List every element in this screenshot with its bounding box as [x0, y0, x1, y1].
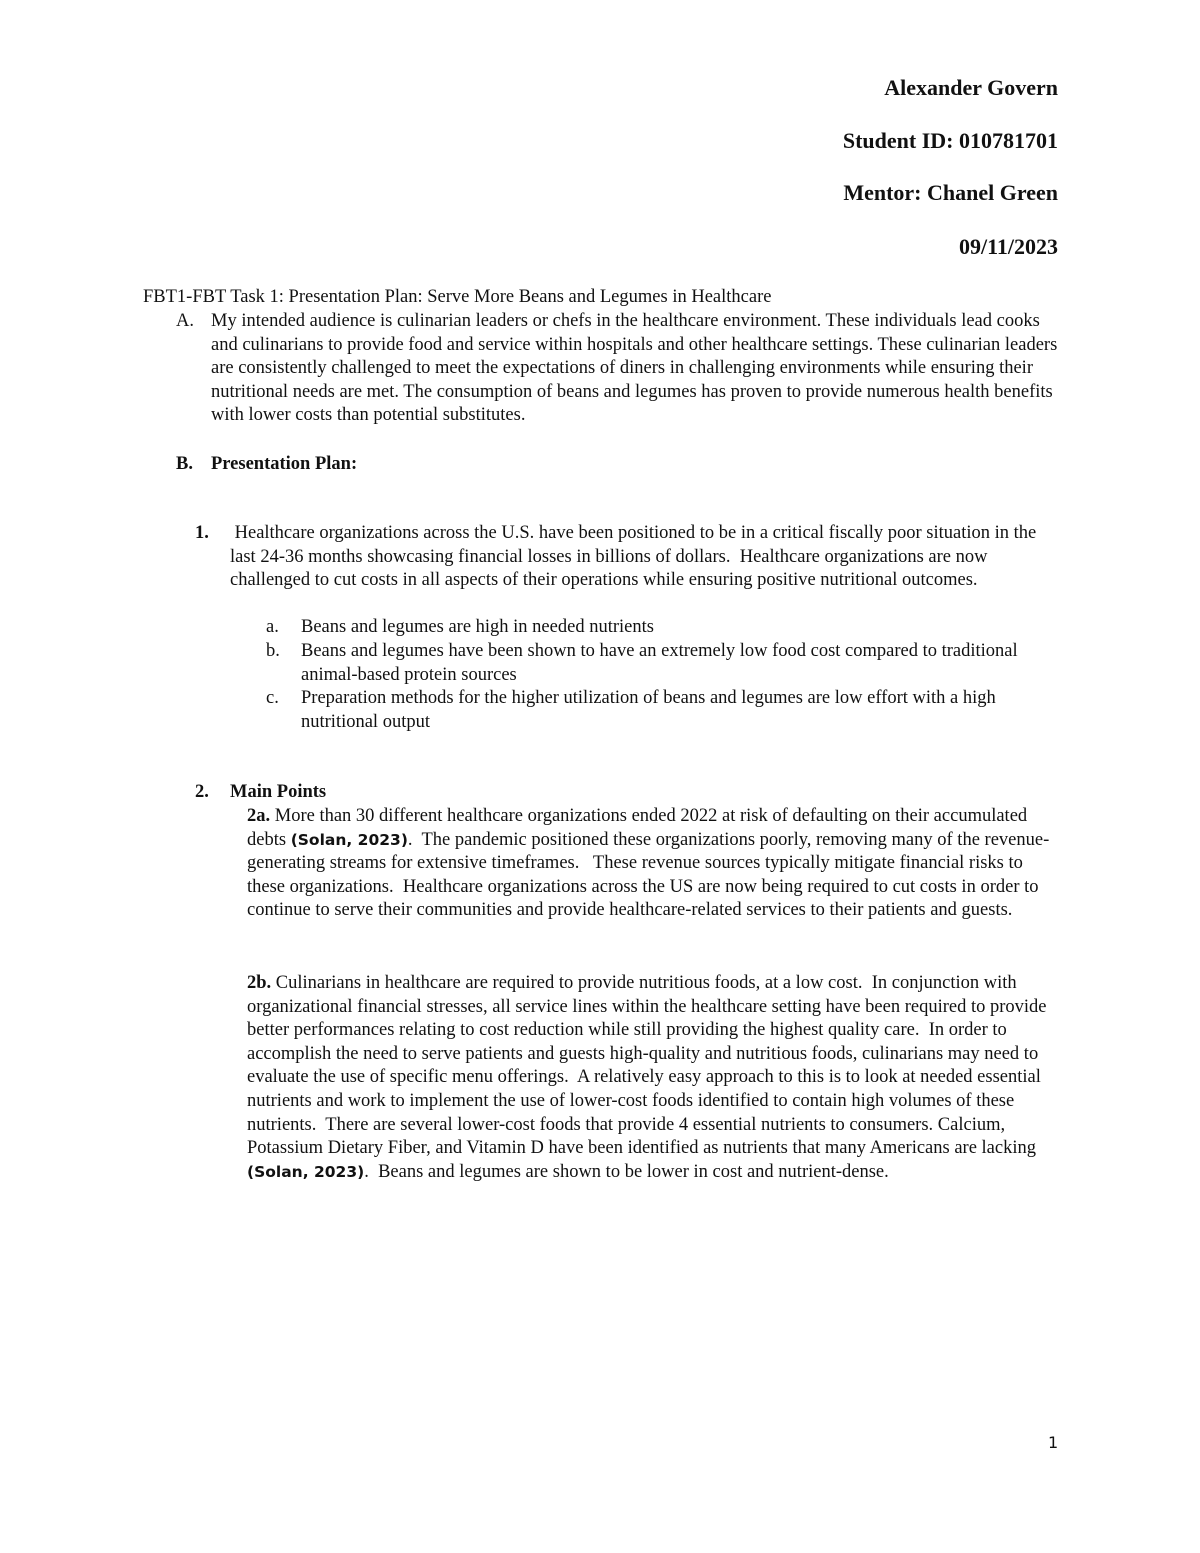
subitem-c-text: Preparation methods for the higher utilization of beans and legumes are low effort with a high nutritional output: [301, 688, 996, 732]
item-2-marker: 2.: [195, 782, 209, 802]
subitem-a-text: Beans and legumes are high in needed nutrients: [301, 617, 654, 637]
paragraph-2b-label: 2b.: [247, 973, 272, 993]
paragraph-2a-citation: (Solan, 2023): [290, 830, 408, 849]
paragraph-2a-text-before: More than 30 different healthcare organizations ended 2022 at risk of defaulting on their accumulated debts: [247, 806, 1032, 850]
paragraph-2a-label: 2a.: [247, 806, 271, 826]
section-a-text: My intended audience is culinarian leaders or chefs in the healthcare environment. These individuals lead cooks and culinarians to provide food and service within hospitals and other healthcare settings. These culinarian leaders are consistently challenged to meet the expectations of diners in challenging environments while ensuring their nutritional needs are met. The consumption of beans and legumes has proven to provide numerous health benefits with lower costs than potential substitutes.: [211, 311, 1058, 426]
document-title: FBT1-FBT Task 1: Presentation Plan: Serve More Beans and Legumes in Healthcare: [143, 287, 772, 307]
student-id: Student ID: 010781701: [842, 128, 1058, 153]
item-2-heading: Main Points: [230, 782, 327, 802]
page-number: 1: [1048, 1433, 1059, 1452]
author-name: Alexander Govern: [884, 75, 1058, 100]
section-a-marker: A.: [176, 311, 194, 331]
section-b-heading: Presentation Plan:: [211, 454, 358, 474]
paragraph-2b-text-before: Culinarians in healthcare are required to provide nutritious foods, at a low cost. In conjunction with organizational financial stresses, all service lines within the healthcare setting have been required to provide better performances relating to cost reduction while still providing the highest quality care. In order to accomplish the need to serve patients and guests high-quality and nutritious foods, culinarians may need to evaluate the use of specific menu offerings. A relatively easy approach to this is to look at needed essential nutrients and work to implement the use of lower-cost foods identified to contain high volumes of these nutrients. There are several lower-cost foods that provide 4 essential nutrients to consumers. Calcium, Potassium Dietary Fiber, and Vitamin D have been identified as nutrients that many Americans are lacking: [247, 973, 1052, 1159]
subitem-b-text: Beans and legumes have been shown to have an extremely low food cost compared to traditional animal-based protein sources: [301, 641, 1018, 685]
subitem-b-marker: b.: [266, 641, 280, 661]
item-1-marker: 1.: [195, 523, 209, 543]
item-1-text: Healthcare organizations across the U.S. have been positioned to be in a critical fiscally poor situation in the last 24-36 months showcasing financial losses in billions of dollars. Healthcare organizations are now challenged to cut costs in all aspects of their operations while ensuring positive nutritional outcomes.: [230, 523, 1041, 591]
paragraph-2a: [247, 805, 1062, 923]
paragraph-2b-citation: (Solan, 2023): [247, 1162, 365, 1181]
subitem-c-marker: c.: [266, 688, 279, 708]
paragraph-2b-text-after: . Beans and legumes are shown to be lower in cost and nutrient-dense.: [364, 1161, 889, 1182]
mentor-name: Mentor: Chanel Green: [843, 180, 1058, 205]
subitem-a-marker: a.: [266, 617, 279, 637]
document-date: 09/11/2023: [958, 234, 1058, 259]
paragraph-2b: [247, 972, 1062, 1184]
paragraph-2a-text-after: . The pandemic positioned these organizations poorly, removing many of the revenue-generating streams for extensive timeframes. These revenue sources typically mitigate financial risks to these organizations. Healthcare organizations across the US are now being required to cut costs in order to continue to serve their communities and provide healthcare-related services to their patients and guests.: [247, 829, 1050, 921]
section-b-marker: B.: [176, 454, 193, 474]
